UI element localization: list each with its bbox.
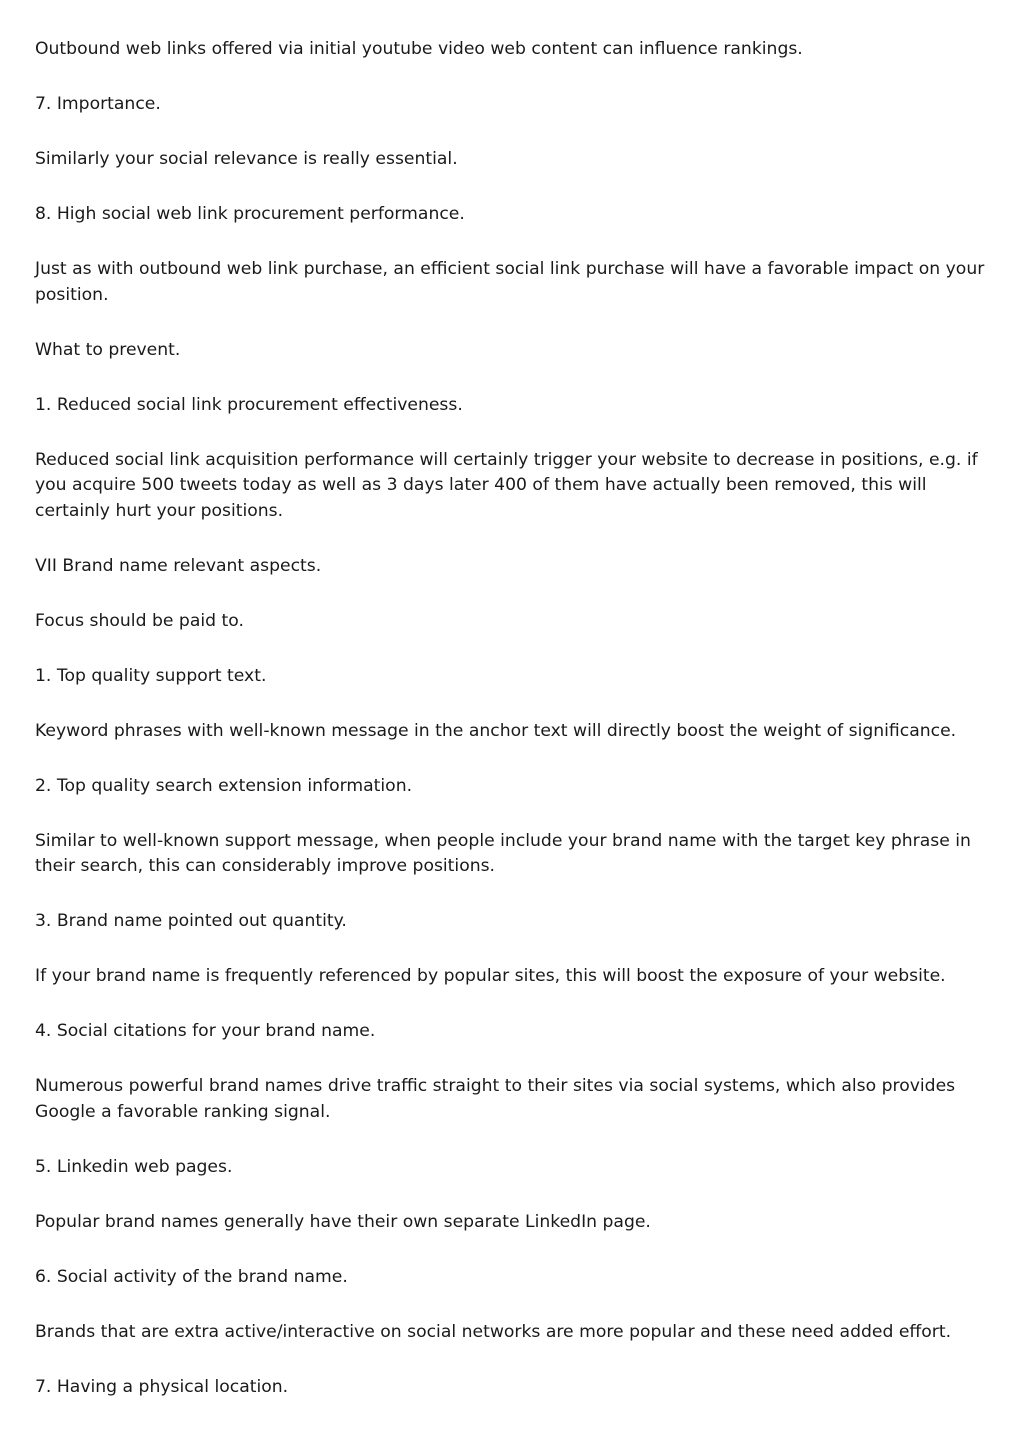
document-page bbox=[35, 37, 989, 1400]
list-heading: 3. Brand name pointed out quantity. bbox=[35, 911, 347, 931]
list-heading: 2. Top quality search extension information. bbox=[35, 775, 413, 796]
paragraph: Reduced social link acquisition performance will certainly trigger your website to decrease in positions, e.g. if you acquire 500 tweets today as well as 3 days later 400 of them have actually been removed, this will certainly hurt your positions. bbox=[35, 449, 978, 521]
paragraph: If your brand name is frequently referenced by popular sites, this will boost the exposure of your website. bbox=[35, 966, 946, 986]
list-heading: 7. Having a physical location. bbox=[35, 1376, 289, 1397]
paragraph: Just as with outbound web link purchase, an efficient social link purchase will have a favorable impact on your position. bbox=[35, 259, 985, 305]
paragraph: Similarly your social relevance is really essential. bbox=[35, 149, 458, 169]
paragraph: Similar to well-known support message, when people include your brand name with the target key phrase in their search, this can considerably improve positions. bbox=[35, 830, 971, 876]
list-heading: 4. Social citations for your brand name. bbox=[35, 1021, 376, 1041]
section-heading: VII Brand name relevant aspects. bbox=[35, 555, 322, 576]
paragraph: Brands that are extra active/interactive on social networks are more popular and these need added effort. bbox=[35, 1321, 952, 1342]
paragraph: Outbound web links offered via initial youtube video web content can influence rankings. bbox=[35, 39, 803, 59]
list-heading: 7. Importance. bbox=[35, 94, 161, 114]
list-heading: 5. Linkedin web pages. bbox=[35, 1156, 233, 1177]
list-heading: 1. Top quality support text. bbox=[35, 665, 267, 686]
list-heading: 8. High social web link procurement performance. bbox=[35, 204, 465, 224]
paragraph: Keyword phrases with well-known message in the anchor text will directly boost the weight of significance. bbox=[35, 720, 957, 741]
paragraph: Popular brand names generally have their own separate LinkedIn page. bbox=[35, 1211, 651, 1232]
section-subheading: Focus should be paid to. bbox=[35, 610, 244, 631]
list-heading: 6. Social activity of the brand name. bbox=[35, 1266, 348, 1287]
paragraph: Numerous powerful brand names drive traffic straight to their sites via social systems, which also provides Google a favorable ranking signal. bbox=[35, 1076, 956, 1122]
list-heading: 1. Reduced social link procurement effectiveness. bbox=[35, 394, 463, 415]
section-subheading: What to prevent. bbox=[35, 339, 181, 360]
